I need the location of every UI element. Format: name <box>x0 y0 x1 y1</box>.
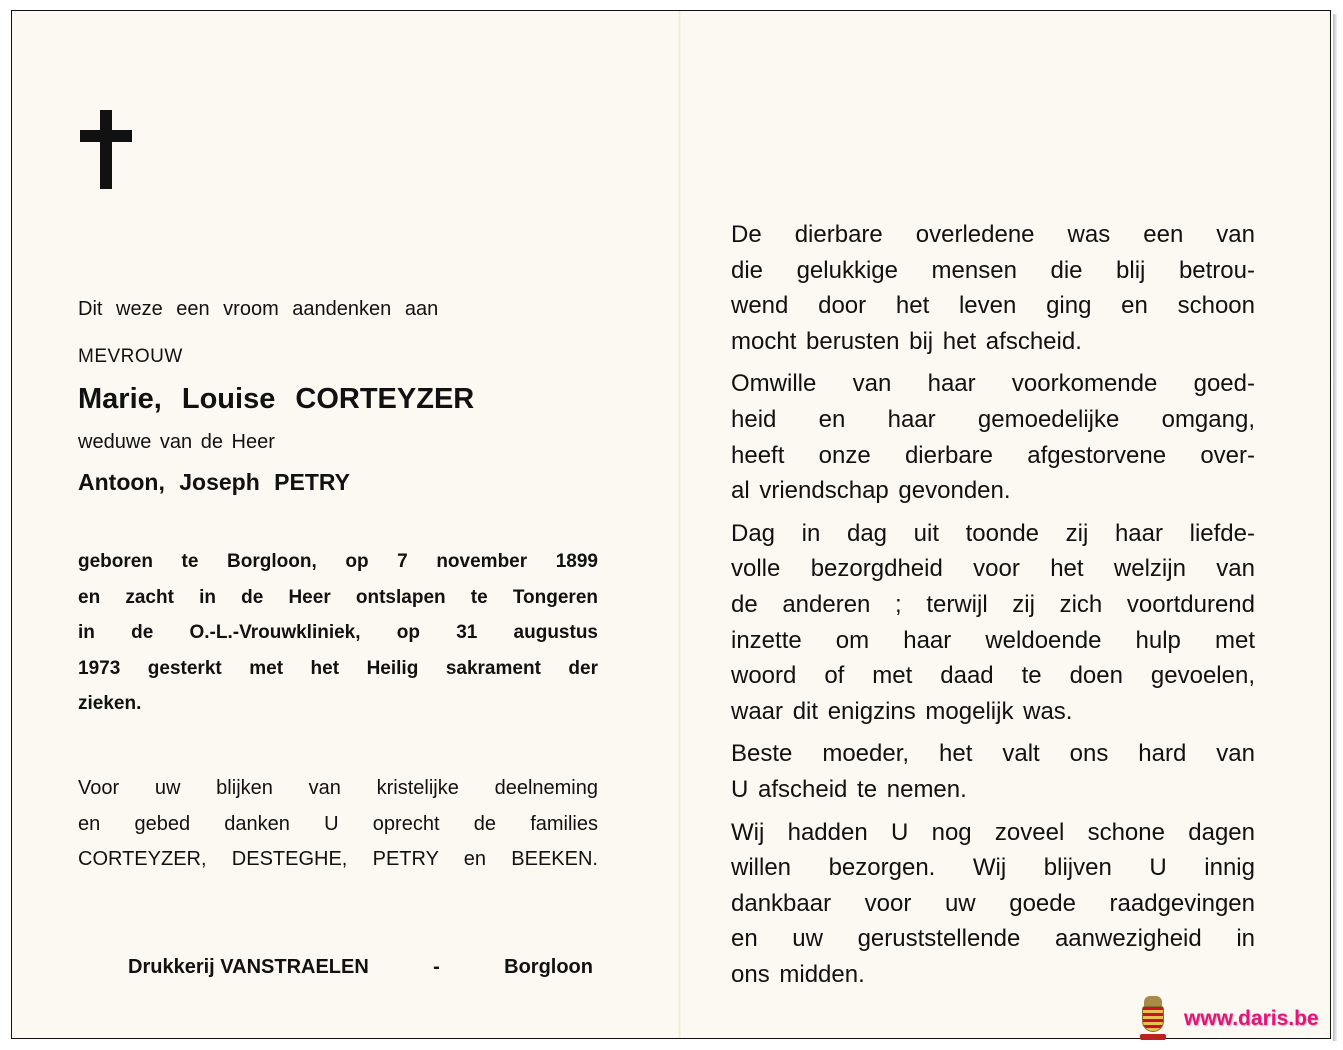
thanks-line: CORTEYZER, DESTEGHE, PETRY en BEEKEN. <box>78 848 598 870</box>
crest-ribbon <box>1140 1034 1166 1040</box>
tribute-line: Beste moeder, het valt ons hard van <box>731 740 1255 768</box>
tribute-line: inzette om haar weldoende hulp met <box>731 626 1255 654</box>
tribute-line: heid en haar gemoedelijke omgang, <box>731 405 1255 433</box>
biography-line: in de O.-L.-Vrouwkliniek, op 31 augustus <box>78 622 598 643</box>
tribute-line: en uw geruststellende aanwezigheid in <box>731 925 1255 953</box>
tribute-line: Omwille van haar voorkomende goed- <box>731 370 1255 398</box>
intro-text: Dit weze een vroom aandenken aan <box>78 298 439 320</box>
thanks-line: Voor uw blijken van kristelijke deelneming <box>78 777 598 799</box>
crest-shield <box>1142 1006 1164 1032</box>
latin-cross-icon <box>80 110 136 190</box>
tribute-paragraph <box>731 736 1255 807</box>
tribute-line: waar dit enigzins mogelijk was. <box>731 697 1073 725</box>
memorial-card <box>11 10 1331 1039</box>
tribute-line: volle bezorgdheid voor het welzijn van <box>731 555 1255 583</box>
biography-line: geboren te Borgloon, op 7 november 1899 <box>78 551 598 572</box>
cross-vertical-bar <box>100 110 112 189</box>
tribute-line: De dierbare overledene was een van <box>731 221 1255 248</box>
card-fold <box>678 11 681 1038</box>
printer-place: Borgloon <box>504 956 593 978</box>
coat-of-arms-icon <box>1140 996 1166 1042</box>
tribute-line: mocht berusten bij het afscheid. <box>731 327 1082 355</box>
thanks-line: en gebed danken U oprecht de families <box>78 812 598 835</box>
tribute-line: wend door het leven ging en schoon <box>731 292 1255 320</box>
watermark-link[interactable]: www.daris.be <box>1184 1007 1319 1030</box>
biography <box>78 544 598 722</box>
printer-separator: - <box>433 956 440 978</box>
tribute-line: al vriendschap gevonden. <box>731 477 1011 505</box>
tribute-paragraph <box>731 217 1255 359</box>
tribute-line: willen bezorgen. Wij blijven U innig <box>731 854 1255 882</box>
tribute-paragraph <box>731 516 1255 730</box>
tribute-line: woord of met daad te doen gevoelen, <box>731 662 1255 690</box>
biography-line: zieken. <box>78 693 142 714</box>
tribute-line: Dag in dag uit toonde zij haar liefde- <box>731 519 1255 547</box>
widow-of-text: weduwe van de Heer <box>78 431 275 453</box>
tribute-line: heeft onze dierbare afgestorvene over- <box>731 441 1255 469</box>
printer-credit <box>128 956 593 979</box>
tribute-line: Wij hadden U nog zoveel schone dagen <box>731 818 1255 846</box>
biography-line: 1973 gesterkt met het Heilig sakrament der <box>78 657 598 679</box>
spouse-name: Antoon, Joseph PETRY <box>78 469 350 495</box>
tribute-line: die gelukkige mensen die blij betrou- <box>731 256 1255 284</box>
printer-name: Drukkerij VANSTRAELEN <box>128 956 369 978</box>
watermark[interactable] <box>1140 996 1319 1042</box>
tribute-line: ons midden. <box>731 960 865 988</box>
right-panel <box>731 217 1255 999</box>
tribute-line: de anderen ; terwijl zij zich voortdurend <box>731 590 1255 618</box>
thanks-text <box>78 771 598 878</box>
card-shadow <box>1333 14 1337 1041</box>
tribute-line: dankbaar voor uw goede raadgevingen <box>731 889 1255 917</box>
biography-line: en zacht in de Heer ontslapen te Tongeren <box>78 586 598 608</box>
tribute-line: U afscheid te nemen. <box>731 775 967 803</box>
deceased-name: Marie, Louise CORTEYZER <box>78 383 475 415</box>
tribute-paragraph <box>731 815 1255 993</box>
tribute-paragraph <box>731 366 1255 508</box>
honorific-title: MEVROUW <box>78 346 183 367</box>
cross-horizontal-bar <box>80 130 132 142</box>
